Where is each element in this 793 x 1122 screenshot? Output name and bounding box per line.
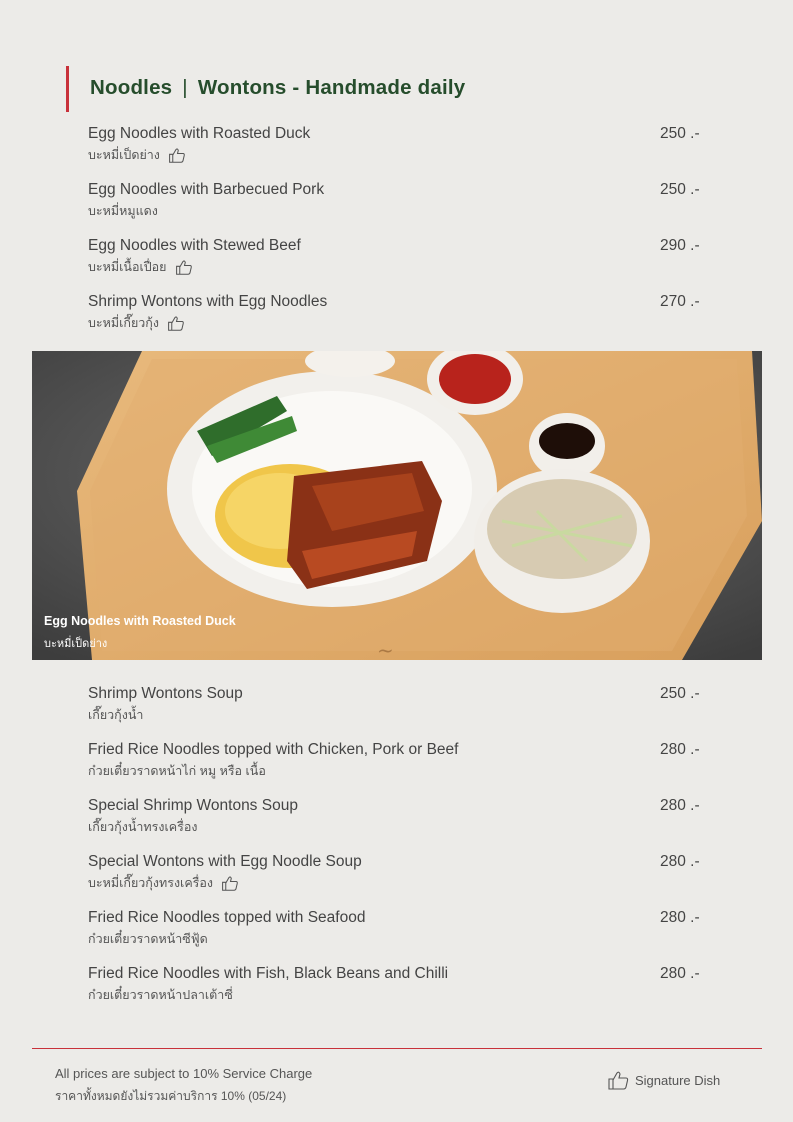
menu-item xyxy=(88,909,708,953)
page-title xyxy=(90,76,465,100)
title-separator: | xyxy=(182,76,188,99)
menu-item-name-en: Egg Noodles with Stewed Beef xyxy=(88,237,301,254)
menu-item-price: 250 .- xyxy=(660,181,700,198)
menu-item-price: 280 .- xyxy=(660,797,700,814)
dish-photo xyxy=(32,351,762,660)
menu-item-price: 280 .- xyxy=(660,741,700,758)
menu-item-name-th xyxy=(88,929,208,949)
menu-item xyxy=(88,741,708,785)
menu-item-name-en: Special Shrimp Wontons Soup xyxy=(88,797,298,814)
menu-item-name-th-text: ก๋วยเตี๋ยวราดหน้าปลาเต้าซี่ xyxy=(88,988,233,1002)
menu-item xyxy=(88,125,708,169)
thumbs-up-icon xyxy=(221,876,240,891)
menu-item xyxy=(88,965,708,1009)
menu-item-name-th-text: บะหมี่เกี๊ยวกุ้งทรงเครื่อง xyxy=(88,876,213,890)
menu-item-name-th xyxy=(88,201,158,221)
service-charge-note-en: All prices are subject to 10% Service Charge xyxy=(55,1066,313,1081)
subsection-title: Wontons - Handmade daily xyxy=(197,76,466,99)
photo-caption-en: Egg Noodles with Roasted Duck xyxy=(44,614,236,628)
thumbs-up-icon xyxy=(607,1071,631,1090)
section-title: Noodles xyxy=(90,76,173,99)
menu-item-name-en: Fried Rice Noodles with Fish, Black Beans and Chilli xyxy=(88,965,449,982)
menu-item xyxy=(88,237,708,281)
menu-item-price: 290 .- xyxy=(660,237,700,254)
menu-item xyxy=(88,293,708,337)
thumbs-up-icon xyxy=(167,316,186,331)
menu-item xyxy=(88,853,708,897)
menu-item-name-th-text: บะหมี่เกี๊ยวกุ้ง xyxy=(88,316,159,330)
thumbs-up-icon xyxy=(168,148,187,163)
menu-item-name-th xyxy=(88,313,186,333)
menu-item-price: 280 .- xyxy=(660,909,700,926)
service-charge-note-th: ราคาทั้งหมดยังไม่รวมค่าบริการ 10% (05/24) xyxy=(55,1089,287,1103)
menu-item-name-en: Egg Noodles with Barbecued Pork xyxy=(88,181,325,198)
menu-item-name-th-text: เกี๊ยวกุ้งน้ำทรงเครื่อง xyxy=(88,820,198,834)
menu-item-name-th xyxy=(88,873,240,893)
menu-item xyxy=(88,181,708,225)
thumbs-up-icon xyxy=(175,260,194,275)
photo-caption-th: บะหมี่เป็ดย่าง xyxy=(44,638,108,650)
menu-item xyxy=(88,685,708,729)
menu-item-name-en: Shrimp Wontons with Egg Noodles xyxy=(88,293,328,310)
menu-item-name-en: Egg Noodles with Roasted Duck xyxy=(88,125,311,142)
menu-item-price: 280 .- xyxy=(660,853,700,870)
menu-item-name-en: Shrimp Wontons Soup xyxy=(88,685,243,702)
signature-legend xyxy=(607,1071,720,1090)
menu-item-name-th xyxy=(88,817,197,837)
menu-item-price: 270 .- xyxy=(660,293,700,310)
menu-item-price: 250 .- xyxy=(660,685,700,702)
menu-item-name-th xyxy=(88,257,194,277)
menu-item-name-th-text: บะหมี่เนื้อเปื่อย xyxy=(88,260,167,274)
footer-divider xyxy=(32,1048,762,1049)
svg-text:~: ~ xyxy=(377,638,394,660)
menu-item-name-th xyxy=(88,705,143,725)
menu-item-price: 280 .- xyxy=(660,965,700,982)
menu-item-name-th-text: บะหมี่เป็ดย่าง xyxy=(88,148,160,162)
menu-item-name-th xyxy=(88,985,233,1005)
menu-item xyxy=(88,797,708,841)
menu-item-name-th-text: บะหมี่หมูแดง xyxy=(88,204,158,218)
menu-item-name-th-text: ก๋วยเตี๋ยวราดหน้าซีฟู้ด xyxy=(88,932,208,946)
legend-label: Signature Dish xyxy=(635,1073,721,1088)
menu-item-name-th-text: ก๋วยเตี๋ยวราดหน้าไก่ หมู หรือ เนื้อ xyxy=(88,764,266,778)
menu-item-name-th xyxy=(88,145,187,165)
menu-item-name-en: Special Wontons with Egg Noodle Soup xyxy=(88,853,362,870)
title-accent-bar xyxy=(66,66,69,112)
menu-item-name-en: Fried Rice Noodles topped with Chicken, Pork or Beef xyxy=(88,741,459,758)
menu-item-name-th-text: เกี๊ยวกุ้งน้ำ xyxy=(88,708,144,722)
menu-item-name-th xyxy=(88,761,266,781)
menu-item-price: 250 .- xyxy=(660,125,700,142)
menu-item-name-en: Fried Rice Noodles topped with Seafood xyxy=(88,909,366,926)
